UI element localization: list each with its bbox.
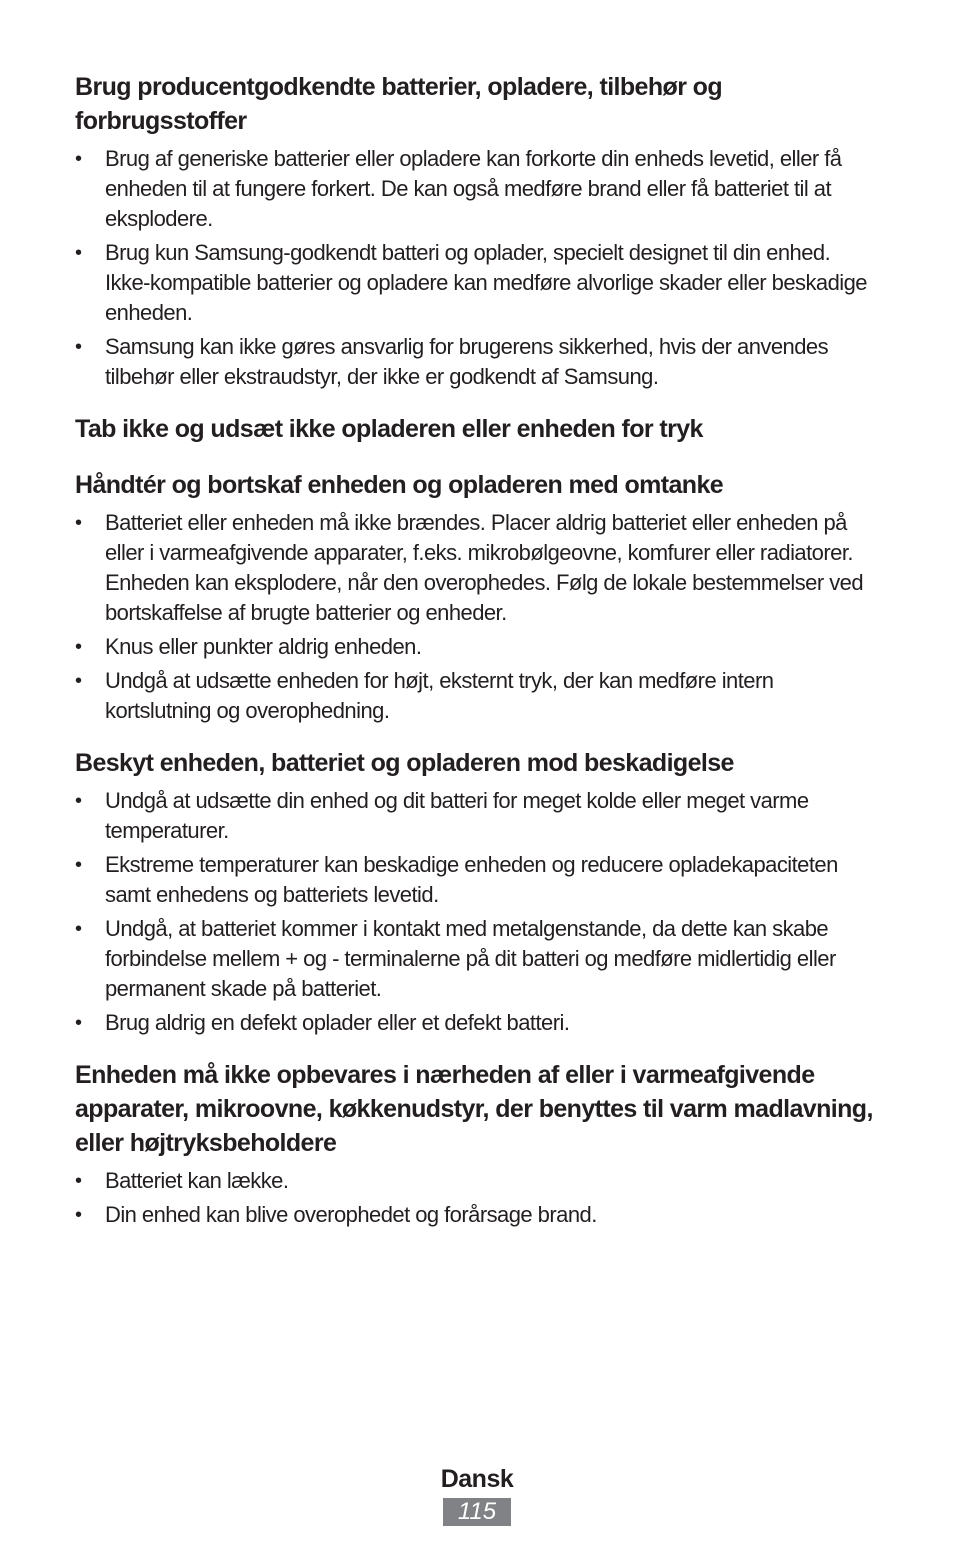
bullet-icon: • <box>75 918 82 940</box>
list-item-text: Batteriet eller enheden må ikke brændes. Placer aldrig batteriet eller enheden på eller i varmeafgivende apparater, f.eks. mikrobølgeovne, komfurer eller radiatorer. Enheden kan eksplodere, når den overophedes. Følg de lokale bestemmelser ved bortskaffelse af brugte batterier og enheder. <box>105 510 864 625</box>
list-item <box>75 144 875 234</box>
list-item <box>75 632 875 662</box>
bullet-icon: • <box>75 336 82 358</box>
list-item-text: Samsung kan ikke gøres ansvarlig for brugerens sikkerhed, hvis der anvendes tilbehør eller ekstraudstyr, der ikke er godkendt af Samsung. <box>105 334 829 389</box>
list-item-text: Knus eller punkter aldrig enheden. <box>105 634 422 659</box>
bullet-icon: • <box>75 512 82 534</box>
footer-language: Dansk <box>440 1465 514 1493</box>
list-item-text: Undgå at udsætte din enhed og dit batteri for meget kolde eller meget varme temperaturer. <box>105 788 809 843</box>
section-heading: Beskyt enheden, batteriet og opladeren mod beskadigelse <box>75 749 734 777</box>
bullet-icon: • <box>75 242 82 264</box>
list-item-text: Din enhed kan blive overophedet og forårsage brand. <box>105 1202 597 1227</box>
bullet-icon: • <box>75 148 82 170</box>
section-heading: Tab ikke og udsæt ikke opladeren eller enheden for tryk <box>75 415 703 443</box>
bullet-icon: • <box>75 636 82 658</box>
list-item <box>75 1166 875 1196</box>
section-protect-damage <box>75 746 875 1038</box>
bullet-list <box>75 144 875 392</box>
list-item <box>75 508 875 628</box>
list-item <box>75 332 875 392</box>
section-heading: Brug producentgodkendte batterier, opladere, tilbehør og forbrugsstoffer <box>75 73 723 135</box>
page-footer <box>0 1462 954 1526</box>
page-number: 115 <box>443 1498 511 1526</box>
bullet-icon: • <box>75 1204 82 1226</box>
list-item-text: Undgå, at batteriet kommer i kontakt med metalgenstande, da dette kan skabe forbindelse mellem + og - terminalerne på dit batteri og medføre midlertidig eller permanent skade på batteriet. <box>105 916 836 1001</box>
list-item-text: Ekstreme temperaturer kan beskadige enheden og reducere opladekapaciteten samt enhedens og batteriets levetid. <box>105 852 838 907</box>
bullet-icon: • <box>75 1170 82 1192</box>
section-heat-storage <box>75 1058 875 1230</box>
bullet-icon: • <box>75 670 82 692</box>
bullet-list <box>75 786 875 1038</box>
list-item <box>75 914 875 1004</box>
section-approved-accessories <box>75 70 875 392</box>
list-item <box>75 238 875 328</box>
list-item-text: Brug kun Samsung-godkendt batteri og oplader, specielt designet til din enhed. Ikke-kompatible batterier og opladere kan medføre alvorlige skader eller beskadige enheden. <box>105 240 867 325</box>
bullet-icon: • <box>75 790 82 812</box>
list-item-text: Undgå at udsætte enheden for højt, eksternt tryk, der kan medføre intern kortslutning og overophedning. <box>105 668 774 723</box>
bullet-icon: • <box>75 1012 82 1034</box>
section-heading: Enheden må ikke opbevares i nærheden af eller i varmeafgivende apparater, mikroovne, køkkenudstyr, der benyttes til varm madlavning, eller højtryksbeholdere <box>75 1061 873 1157</box>
list-item <box>75 786 875 846</box>
section-heading: Håndtér og bortskaf enheden og opladeren med omtanke <box>75 471 724 499</box>
page-content <box>75 70 875 1250</box>
section-no-drop <box>75 412 875 446</box>
list-item <box>75 1008 875 1038</box>
bullet-list <box>75 1166 875 1230</box>
list-item-text: Brug aldrig en defekt oplader eller et defekt batteri. <box>105 1010 570 1035</box>
list-item <box>75 1200 875 1230</box>
list-item <box>75 666 875 726</box>
section-handle-dispose <box>75 468 875 726</box>
bullet-icon: • <box>75 854 82 876</box>
list-item-text: Brug af generiske batterier eller opladere kan forkorte din enheds levetid, eller få enheden til at fungere forkert. De kan også medføre brand eller få batteriet til at eksplodere. <box>105 146 842 231</box>
bullet-list <box>75 508 875 726</box>
list-item <box>75 850 875 910</box>
list-item-text: Batteriet kan lække. <box>105 1168 289 1193</box>
